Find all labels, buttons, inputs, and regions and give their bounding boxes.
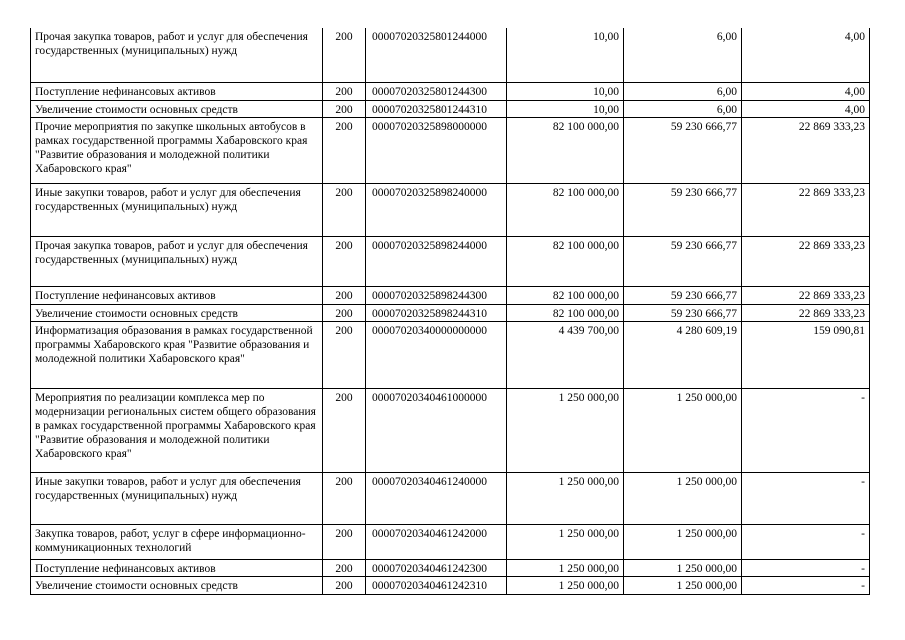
row-budget-classification-code-cell: 00007020325898000000: [366, 117, 507, 183]
row-line-code-cell: 200: [323, 117, 366, 183]
table-row: [31, 236, 870, 286]
row-approved-appropriations-cell: 82 100 000,00: [507, 236, 624, 286]
row-line-code-cell: 200: [323, 472, 366, 524]
row-unexecuted-remaining-cell: 22 869 333,23: [742, 236, 870, 286]
row-name-cell: Мероприятия по реализации комплекса мер по модернизации региональных систем общего образования в рамках государственной программы Хабаровского края "Развитие образования и молодежной политики Хабаровского края": [31, 388, 323, 472]
row-approved-appropriations-cell: 82 100 000,00: [507, 304, 624, 321]
table-row: [31, 117, 870, 183]
row-executed-cell: 59 230 666,77: [624, 183, 742, 236]
row-budget-classification-code-cell: 00007020325898240000: [366, 183, 507, 236]
row-line-code-cell: 200: [323, 82, 366, 100]
table-row: [31, 100, 870, 117]
row-executed-cell: 1 250 000,00: [624, 388, 742, 472]
row-approved-appropriations-cell: 10,00: [507, 82, 624, 100]
row-name-cell: Увеличение стоимости основных средств: [31, 576, 323, 594]
table-row: [31, 28, 870, 82]
table-row: [31, 472, 870, 524]
row-budget-classification-code-cell: 00007020325801244300: [366, 82, 507, 100]
table-row: [31, 388, 870, 472]
row-budget-classification-code-cell: 00007020325898244000: [366, 236, 507, 286]
table-row: [31, 286, 870, 304]
table-row: [31, 82, 870, 100]
row-executed-cell: 59 230 666,77: [624, 117, 742, 183]
row-executed-cell: 4 280 609,19: [624, 321, 742, 388]
row-unexecuted-remaining-cell: 159 090,81: [742, 321, 870, 388]
row-line-code-cell: 200: [323, 183, 366, 236]
row-approved-appropriations-cell: 1 250 000,00: [507, 559, 624, 576]
table-row: [31, 304, 870, 321]
table-row: [31, 524, 870, 559]
row-budget-classification-code-cell: 00007020325898244300: [366, 286, 507, 304]
row-line-code-cell: 200: [323, 576, 366, 594]
row-name-cell: Увеличение стоимости основных средств: [31, 304, 323, 321]
row-unexecuted-remaining-cell: 22 869 333,23: [742, 183, 870, 236]
row-approved-appropriations-cell: 82 100 000,00: [507, 286, 624, 304]
row-executed-cell: 1 250 000,00: [624, 576, 742, 594]
row-executed-cell: 1 250 000,00: [624, 559, 742, 576]
row-name-cell: Иные закупки товаров, работ и услуг для обеспечения государственных (муниципальных) нужд: [31, 472, 323, 524]
row-line-code-cell: 200: [323, 304, 366, 321]
row-name-cell: Прочие мероприятия по закупке школьных автобусов в рамках государственной программы Хабаровского края "Развитие образования и молодежной политики Хабаровского края": [31, 117, 323, 183]
row-unexecuted-remaining-cell: 4,00: [742, 82, 870, 100]
row-executed-cell: 6,00: [624, 100, 742, 117]
row-name-cell: Иные закупки товаров, работ и услуг для обеспечения государственных (муниципальных) нужд: [31, 183, 323, 236]
row-approved-appropriations-cell: 82 100 000,00: [507, 117, 624, 183]
row-line-code-cell: 200: [323, 100, 366, 117]
row-approved-appropriations-cell: 1 250 000,00: [507, 388, 624, 472]
table-row: [31, 321, 870, 388]
row-approved-appropriations-cell: 4 439 700,00: [507, 321, 624, 388]
row-budget-classification-code-cell: 00007020340461242300: [366, 559, 507, 576]
row-name-cell: Прочая закупка товаров, работ и услуг для обеспечения государственных (муниципальных) нужд: [31, 28, 323, 82]
row-line-code-cell: 200: [323, 28, 366, 82]
row-budget-classification-code-cell: 00007020340000000000: [366, 321, 507, 388]
row-unexecuted-remaining-cell: -: [742, 388, 870, 472]
row-line-code-cell: 200: [323, 524, 366, 559]
table-body: [31, 28, 870, 594]
row-name-cell: Поступление нефинансовых активов: [31, 82, 323, 100]
row-executed-cell: 59 230 666,77: [624, 286, 742, 304]
row-executed-cell: 6,00: [624, 82, 742, 100]
row-executed-cell: 1 250 000,00: [624, 472, 742, 524]
row-budget-classification-code-cell: 00007020325898244310: [366, 304, 507, 321]
row-budget-classification-code-cell: 00007020340461000000: [366, 388, 507, 472]
row-approved-appropriations-cell: 1 250 000,00: [507, 524, 624, 559]
row-approved-appropriations-cell: 10,00: [507, 100, 624, 117]
row-budget-classification-code-cell: 00007020340461242000: [366, 524, 507, 559]
row-budget-classification-code-cell: 00007020340461240000: [366, 472, 507, 524]
row-unexecuted-remaining-cell: 22 869 333,23: [742, 286, 870, 304]
row-name-cell: Информатизация образования в рамках государственной программы Хабаровского края "Развитие образования и молодежной политики Хабаровского края": [31, 321, 323, 388]
row-budget-classification-code-cell: 00007020325801244000: [366, 28, 507, 82]
row-executed-cell: 1 250 000,00: [624, 524, 742, 559]
row-approved-appropriations-cell: 1 250 000,00: [507, 472, 624, 524]
row-line-code-cell: 200: [323, 321, 366, 388]
row-line-code-cell: 200: [323, 388, 366, 472]
row-approved-appropriations-cell: 10,00: [507, 28, 624, 82]
row-approved-appropriations-cell: 82 100 000,00: [507, 183, 624, 236]
row-approved-appropriations-cell: 1 250 000,00: [507, 576, 624, 594]
row-line-code-cell: 200: [323, 236, 366, 286]
row-unexecuted-remaining-cell: -: [742, 524, 870, 559]
row-name-cell: Прочая закупка товаров, работ и услуг для обеспечения государственных (муниципальных) нужд: [31, 236, 323, 286]
budget-execution-table: [30, 28, 870, 595]
row-line-code-cell: 200: [323, 559, 366, 576]
row-executed-cell: 59 230 666,77: [624, 236, 742, 286]
row-unexecuted-remaining-cell: -: [742, 472, 870, 524]
row-name-cell: Закупка товаров, работ, услуг в сфере информационно-коммуникационных технологий: [31, 524, 323, 559]
row-executed-cell: 59 230 666,77: [624, 304, 742, 321]
table-row: [31, 559, 870, 576]
row-line-code-cell: 200: [323, 286, 366, 304]
row-name-cell: Поступление нефинансовых активов: [31, 286, 323, 304]
table-row: [31, 183, 870, 236]
row-executed-cell: 6,00: [624, 28, 742, 82]
row-unexecuted-remaining-cell: -: [742, 559, 870, 576]
row-unexecuted-remaining-cell: -: [742, 576, 870, 594]
row-unexecuted-remaining-cell: 22 869 333,23: [742, 117, 870, 183]
row-name-cell: Поступление нефинансовых активов: [31, 559, 323, 576]
row-budget-classification-code-cell: 00007020325801244310: [366, 100, 507, 117]
row-unexecuted-remaining-cell: 4,00: [742, 28, 870, 82]
row-unexecuted-remaining-cell: 4,00: [742, 100, 870, 117]
row-name-cell: Увеличение стоимости основных средств: [31, 100, 323, 117]
row-budget-classification-code-cell: 00007020340461242310: [366, 576, 507, 594]
budget-report-sheet: [30, 28, 870, 595]
row-unexecuted-remaining-cell: 22 869 333,23: [742, 304, 870, 321]
table-row: [31, 576, 870, 594]
